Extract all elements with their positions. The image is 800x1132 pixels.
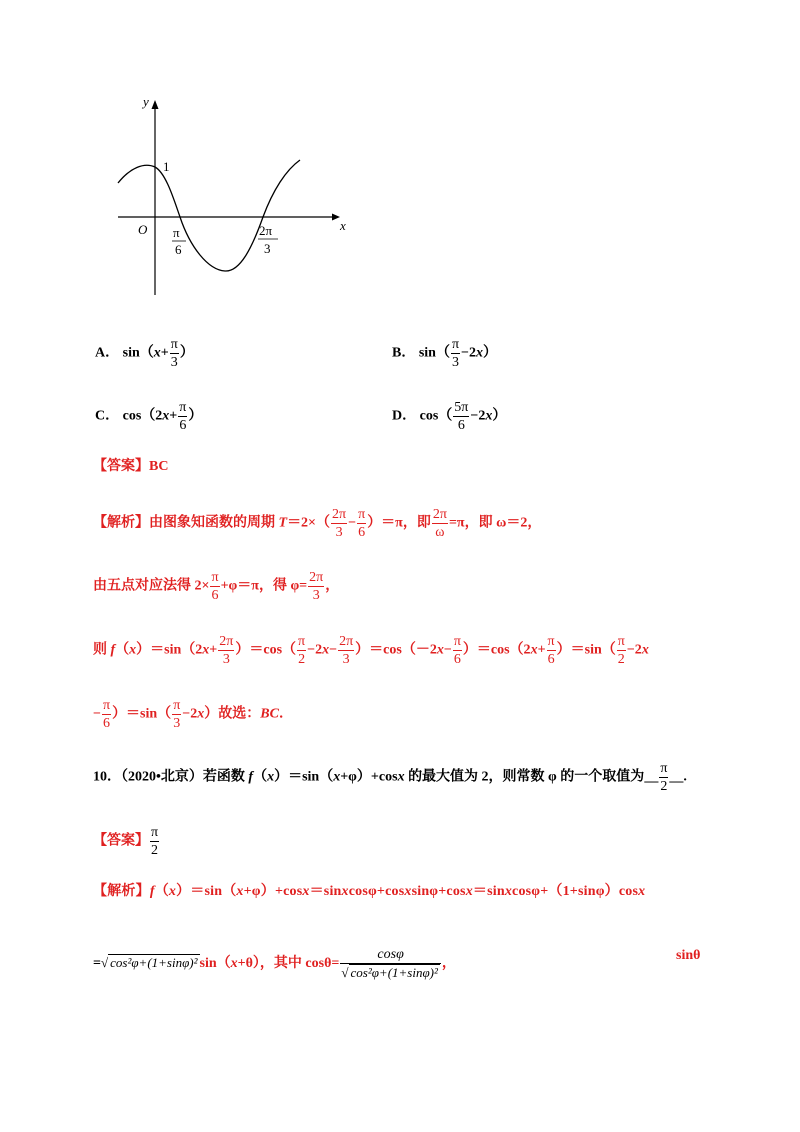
fraction: $\frac{\pi}{6}$: [358, 507, 366, 540]
option-d: [392, 399, 506, 434]
x-axis-label: x: [340, 218, 346, 233]
tick-pi-den: 6: [175, 242, 182, 257]
tick-2pi-num: 2π: [259, 223, 273, 238]
option-c-var: x: [162, 408, 170, 424]
q9-analysis-line2: [93, 569, 339, 604]
text: cosφ+（1+sinφ）cos: [512, 884, 639, 899]
var-x: x: [436, 642, 444, 658]
text: sin（: [199, 956, 231, 972]
sin-theta-label: [676, 946, 700, 966]
var-x: x: [129, 642, 137, 658]
var-x: x: [404, 884, 412, 899]
option-c: [95, 399, 202, 434]
option-c-letter: C．: [95, 408, 120, 424]
var-x: x: [267, 769, 275, 785]
option-d-func: cos（: [419, 408, 453, 424]
q10-analysis-line1: [93, 882, 645, 902]
option-d-close: ）: [492, 408, 507, 424]
var-x: x: [333, 769, 341, 785]
option-a-func: sin（: [122, 345, 154, 361]
text: −2: [307, 642, 323, 658]
var-x: x: [397, 769, 405, 785]
text: +θ），其中 cosθ=: [237, 956, 340, 972]
option-a: [95, 336, 194, 371]
final-answer: BC: [260, 706, 279, 722]
y-axis-label: y: [143, 94, 149, 109]
cos-theta-fraction: $\frac{\cos\varphi}{\text{√ cos²φ+(1+sinφ)²}}$: [340, 946, 441, 982]
text: sinθ: [676, 948, 701, 963]
text: ）＝sin（: [556, 642, 616, 658]
text: 由五点对应法得 2×: [93, 578, 210, 594]
fraction: $\frac{2\pi}{3}$: [332, 507, 347, 540]
text: ，: [325, 578, 340, 594]
q9-analysis-line3: [93, 633, 649, 668]
option-c-plus: +: [169, 408, 178, 424]
fraction: $\frac{2\pi}{3}$: [309, 570, 324, 603]
q9-answer-label: 【答案】: [93, 459, 149, 474]
fraction: $\frac{2\pi}{3}$: [219, 634, 234, 667]
text: ）＝sin（: [112, 706, 172, 722]
answer-blank: __: [644, 769, 659, 785]
var-x: x: [236, 884, 244, 899]
text: ，: [441, 956, 456, 972]
q9-answer: [93, 457, 168, 477]
fraction: $\frac{\pi}{6}$: [547, 634, 555, 667]
text: 则: [93, 642, 111, 658]
q10-analysis-line2: [93, 946, 456, 982]
option-a-fraction: $\frac{\pi}{3}$: [170, 337, 178, 370]
fraction: $\frac{2\pi}{3}$: [339, 634, 354, 667]
fraction: $\frac{\pi}{2}$: [617, 634, 625, 667]
q10-answer-fraction: $\frac{\pi}{2}$: [151, 825, 159, 858]
text: +φ）+cos: [243, 884, 303, 899]
text: cosφ+cos: [348, 884, 405, 899]
sine-graph: [108, 90, 358, 302]
question-10: [93, 760, 687, 795]
var-x: x: [465, 884, 473, 899]
text: sinφ+cos: [411, 884, 466, 899]
var-x: x: [530, 642, 538, 658]
q9-answer-value: BC: [149, 459, 169, 474]
var-x: x: [641, 642, 649, 658]
tick-2pi-den: 3: [264, 241, 271, 256]
fraction: $\frac{\pi}{6}$: [453, 634, 461, 667]
var-x: x: [202, 642, 210, 658]
var-x: x: [197, 706, 205, 722]
q10-answer: [93, 824, 160, 859]
fraction: $\frac{2\pi}{\omega}$: [432, 507, 447, 540]
question-source: （2020•北京）: [121, 769, 203, 785]
var-x: x: [638, 884, 646, 899]
option-d-letter: D．: [392, 408, 417, 424]
q9-analysis-line1: [93, 506, 541, 541]
option-c-close: ）: [188, 408, 203, 424]
option-b-var: x: [476, 345, 484, 361]
text: −: [93, 706, 101, 722]
text: +: [209, 642, 218, 658]
option-b-func: sin（: [418, 345, 450, 361]
var-x: x: [302, 884, 310, 899]
var-f: f: [248, 769, 254, 785]
option-c-fraction: $\frac{\pi}{6}$: [179, 400, 187, 433]
text: −: [329, 642, 338, 658]
text: −2: [182, 706, 198, 722]
text: −: [443, 642, 452, 658]
text: ）故选：: [204, 706, 261, 722]
q10-answer-label: 【答案】: [93, 833, 149, 849]
question-number: 10．: [93, 769, 121, 785]
text: −: [348, 515, 357, 531]
var-f: f: [110, 642, 116, 658]
fraction: $\frac{\pi}{6}$: [102, 698, 111, 731]
text: ．: [278, 706, 293, 722]
text: .: [683, 769, 687, 785]
x-axis-arrow: [332, 214, 340, 221]
var-x: x: [341, 884, 349, 899]
var-x: x: [168, 884, 177, 899]
var-x: x: [230, 956, 238, 972]
sqrt-expression: √ cos²φ+(1+sinφ)²: [100, 955, 198, 971]
tick-pi-num: π: [173, 225, 180, 240]
text: （: [115, 642, 130, 658]
option-a-letter: A．: [95, 345, 120, 361]
q9-analysis-line4: [93, 697, 293, 732]
text: +φ＝π，得 φ=: [220, 578, 308, 594]
blank-fraction: $\frac{\pi}{2}$: [660, 761, 668, 794]
text: 若函数: [202, 769, 249, 785]
option-b-close: ）: [483, 345, 498, 361]
option-c-func: cos（2: [122, 408, 163, 424]
fraction: $\frac{\pi}{2}$: [298, 634, 306, 667]
fraction: $\frac{\pi}{3}$: [173, 698, 181, 731]
text: =π，即 ω＝2，: [448, 515, 542, 531]
option-b-letter: B．: [392, 345, 416, 361]
text: =: [93, 956, 101, 972]
option-d-var: x: [485, 408, 493, 424]
origin-label: O: [138, 222, 148, 237]
answer-blank: __: [669, 769, 684, 785]
option-a-close: ）: [179, 345, 194, 361]
text: （: [154, 884, 169, 899]
text: ）＝sin（: [274, 769, 334, 785]
fraction: $\frac{\pi}{6}$: [211, 570, 219, 603]
q9-analysis-label: 【解析】: [93, 515, 149, 531]
option-a-plus: +: [160, 345, 169, 361]
option-d-tail: −2: [470, 408, 486, 424]
var-x: x: [504, 884, 513, 899]
text: ）＝cos（－2: [355, 642, 437, 658]
text: ）＝sin（: [176, 884, 237, 899]
text: ＝sin: [472, 884, 505, 899]
text: 由图象知函数的周期: [149, 515, 279, 531]
option-b-fraction: $\frac{\pi}{3}$: [451, 337, 460, 370]
option-b-tail: −2: [461, 345, 477, 361]
text: ）＝π，即: [367, 515, 431, 531]
y-tick-one: 1: [163, 159, 170, 174]
text: ）＝cos（: [235, 642, 297, 658]
text: ＝sin: [309, 884, 342, 899]
text: ）＝cos（2: [462, 642, 531, 658]
var-x: x: [322, 642, 330, 658]
text: 的最大值为 2，则常数 φ 的一个取值为: [404, 769, 645, 785]
text: （: [253, 769, 268, 785]
text: +: [537, 642, 546, 658]
y-axis-arrow: [152, 100, 159, 109]
var-f: f: [149, 884, 155, 899]
sine-curve: [118, 160, 300, 271]
text: ）＝sin（2: [136, 642, 203, 658]
text: +φ）+cos: [340, 769, 398, 785]
option-d-fraction: $\frac{5\pi}{6}$: [454, 400, 469, 433]
var-T: T: [278, 515, 288, 531]
option-b: [392, 336, 497, 371]
q10-analysis-label: 【解析】: [93, 884, 150, 899]
text: −2: [626, 642, 642, 658]
text: ＝2×（: [287, 515, 331, 531]
option-a-var: x: [153, 345, 161, 361]
